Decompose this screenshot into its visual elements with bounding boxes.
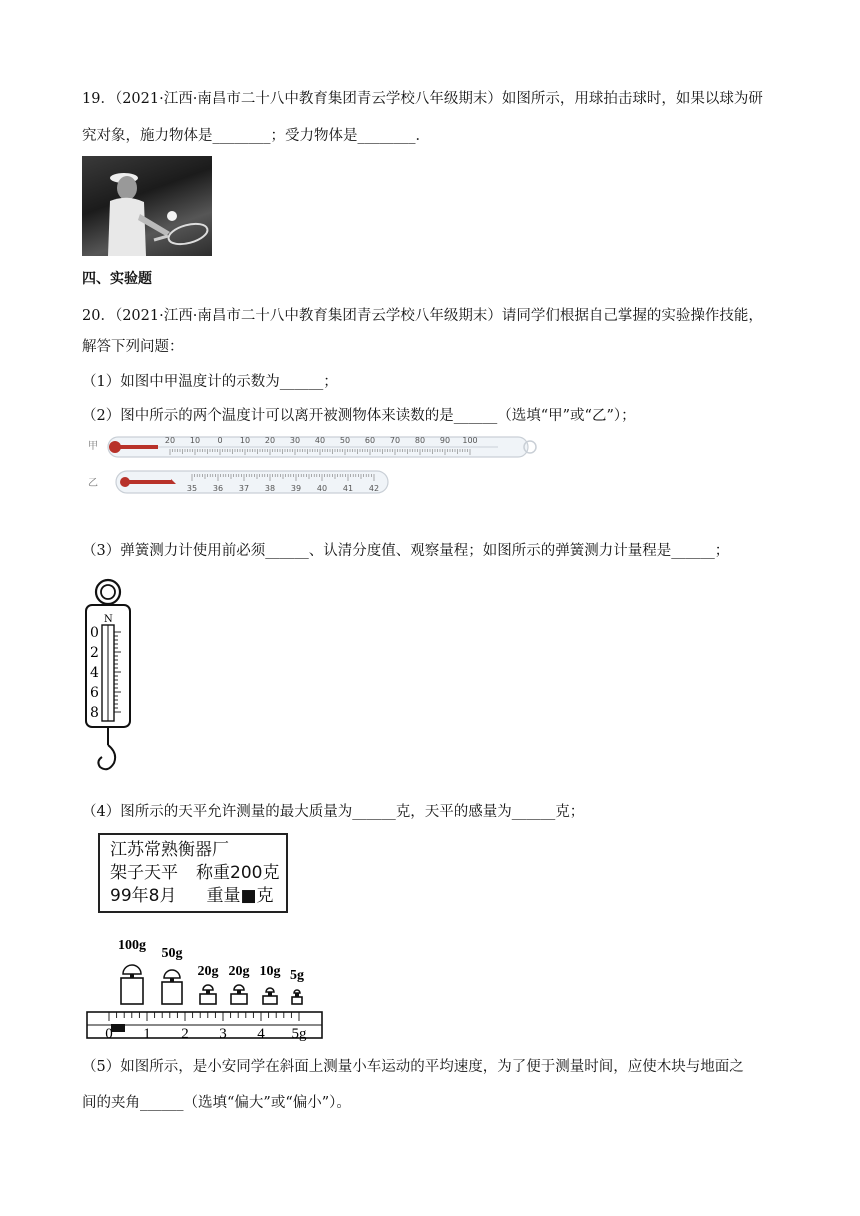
- q20-part5-line1: （5）如图所示，是小安同学在斜面上测量小车运动的平均速度，为了便于测量时间，应使木块与地面之: [82, 1059, 744, 1075]
- thermometer-jia-tick-label: 0: [217, 436, 223, 445]
- thermometer-yi-tick-label: 35: [186, 484, 198, 493]
- thermometer-yi-tick-label: 36: [212, 484, 224, 493]
- ruler-tick-label: 2: [181, 1026, 189, 1042]
- nameplate-line2-a: 架子天平: [110, 863, 178, 883]
- weight-label: 20g: [197, 964, 219, 979]
- q20-part1: （1）如图中甲温度计的示数为______；: [82, 374, 338, 390]
- weight-3: [229, 964, 250, 1004]
- spring-scale-tick-label: 2: [90, 645, 99, 661]
- weight-label: 100g: [118, 938, 146, 953]
- thermometer-jia-label: 甲: [88, 441, 98, 452]
- weights-and-ruler: [84, 932, 329, 1044]
- ruler-tick-label: 4: [257, 1026, 265, 1042]
- thermometer-jia: [88, 432, 548, 462]
- nameplate-line3-b: 重量■克: [206, 886, 274, 906]
- ruler-tick-label: 0: [105, 1026, 113, 1042]
- ruler-tick-label: 1: [143, 1026, 151, 1042]
- q20-line2: 解答下列问题：: [82, 339, 184, 355]
- thermometer-jia-tick-label: 20: [164, 436, 176, 445]
- thermometer-jia-tick-label: 90: [439, 436, 451, 445]
- spring-scale-tick-label: 8: [90, 705, 99, 721]
- spring-scale-tick-label: 4: [90, 665, 99, 681]
- thermometer-jia-tick-label: 100: [462, 436, 478, 445]
- nameplate-line3: [110, 885, 276, 908]
- thermometer-yi-tick-label: 39: [290, 484, 302, 493]
- section-heading: 四、实验题: [82, 271, 152, 287]
- weight-label: 5g: [290, 968, 304, 983]
- weight-label: 20g: [228, 964, 250, 979]
- ruler-tick-label: 3: [219, 1026, 227, 1042]
- thermometer-jia-tick-label: 30: [289, 436, 301, 445]
- q20-part2: （2）图中所示的两个温度计可以离开被测物体来读数的是______（选填“甲”或“乙”）；: [82, 408, 636, 424]
- q19-line2: 究对象，施力物体是________；受力物体是________．: [82, 128, 430, 144]
- weight-2: [198, 964, 219, 1004]
- balance-nameplate: [98, 833, 288, 913]
- thermometer-jia-tick-label: 60: [364, 436, 376, 445]
- thermometer-jia-tick-label: 70: [389, 436, 401, 445]
- ruler-tick-label: 5g: [291, 1026, 307, 1042]
- weight-label: 50g: [161, 946, 183, 961]
- nameplate-line3-a: 99年8月: [110, 886, 177, 906]
- thermometer-jia-tick-label: 10: [189, 436, 201, 445]
- tennis-player-photo: [82, 156, 212, 256]
- spring-scale-unit: N: [104, 614, 113, 625]
- spring-scale-tick-label: 0: [90, 625, 99, 641]
- thermometer-jia-tick-label: 40: [314, 436, 326, 445]
- thermometer-yi-tick-label: 42: [368, 484, 380, 493]
- nameplate-line2: [110, 862, 280, 885]
- thermometer-yi-tick-label: 41: [342, 484, 354, 493]
- thermometer-yi-label: 乙: [88, 478, 98, 489]
- spring-scale: [80, 575, 140, 780]
- thermometer-yi-tick-label: 40: [316, 484, 328, 493]
- thermometer-yi-tick-label: 37: [238, 484, 250, 493]
- nameplate-line1: 江苏常熟衡器厂: [110, 840, 229, 860]
- thermometer-jia-tick-label: 50: [339, 436, 351, 445]
- q20-part5-line2: 间的夹角______（选填“偏大”或“偏小”）。: [82, 1095, 351, 1111]
- thermometer-jia-tick-label: 10: [239, 436, 251, 445]
- weight-label: 10g: [259, 964, 281, 979]
- thermometer-jia-tick-label: 80: [414, 436, 426, 445]
- nameplate-line2-b: 称重200克: [196, 863, 280, 883]
- thermometer-jia-tick-label: 20: [264, 436, 276, 445]
- q20-part3: （3）弹簧测力计使用前必须______、认清分度值、观察量程；如图所示的弹簧测力计量程是______；: [82, 543, 730, 559]
- q20-line1: 20．（2021·江西·南昌市二十八中教育集团青云学校八年级期末）请同学们根据自己掌握的实验操作技能，: [82, 308, 763, 324]
- spring-scale-tick-label: 6: [90, 685, 99, 701]
- weight-1: [162, 946, 183, 1004]
- weight-0: [118, 938, 146, 1004]
- q20-part4: （4）图所示的天平允许测量的最大质量为______克，天平的感量为______克；: [82, 804, 585, 820]
- weight-5: [290, 968, 304, 1004]
- weight-4: [260, 964, 281, 1004]
- thermometer-yi-tick-label: 38: [264, 484, 276, 493]
- thermometer-yi: [88, 468, 398, 496]
- q19-line1: 19．（2021·江西·南昌市二十八中教育集团青云学校八年级期末）如图所示，用球拍击球时，如果以球为研: [82, 91, 763, 107]
